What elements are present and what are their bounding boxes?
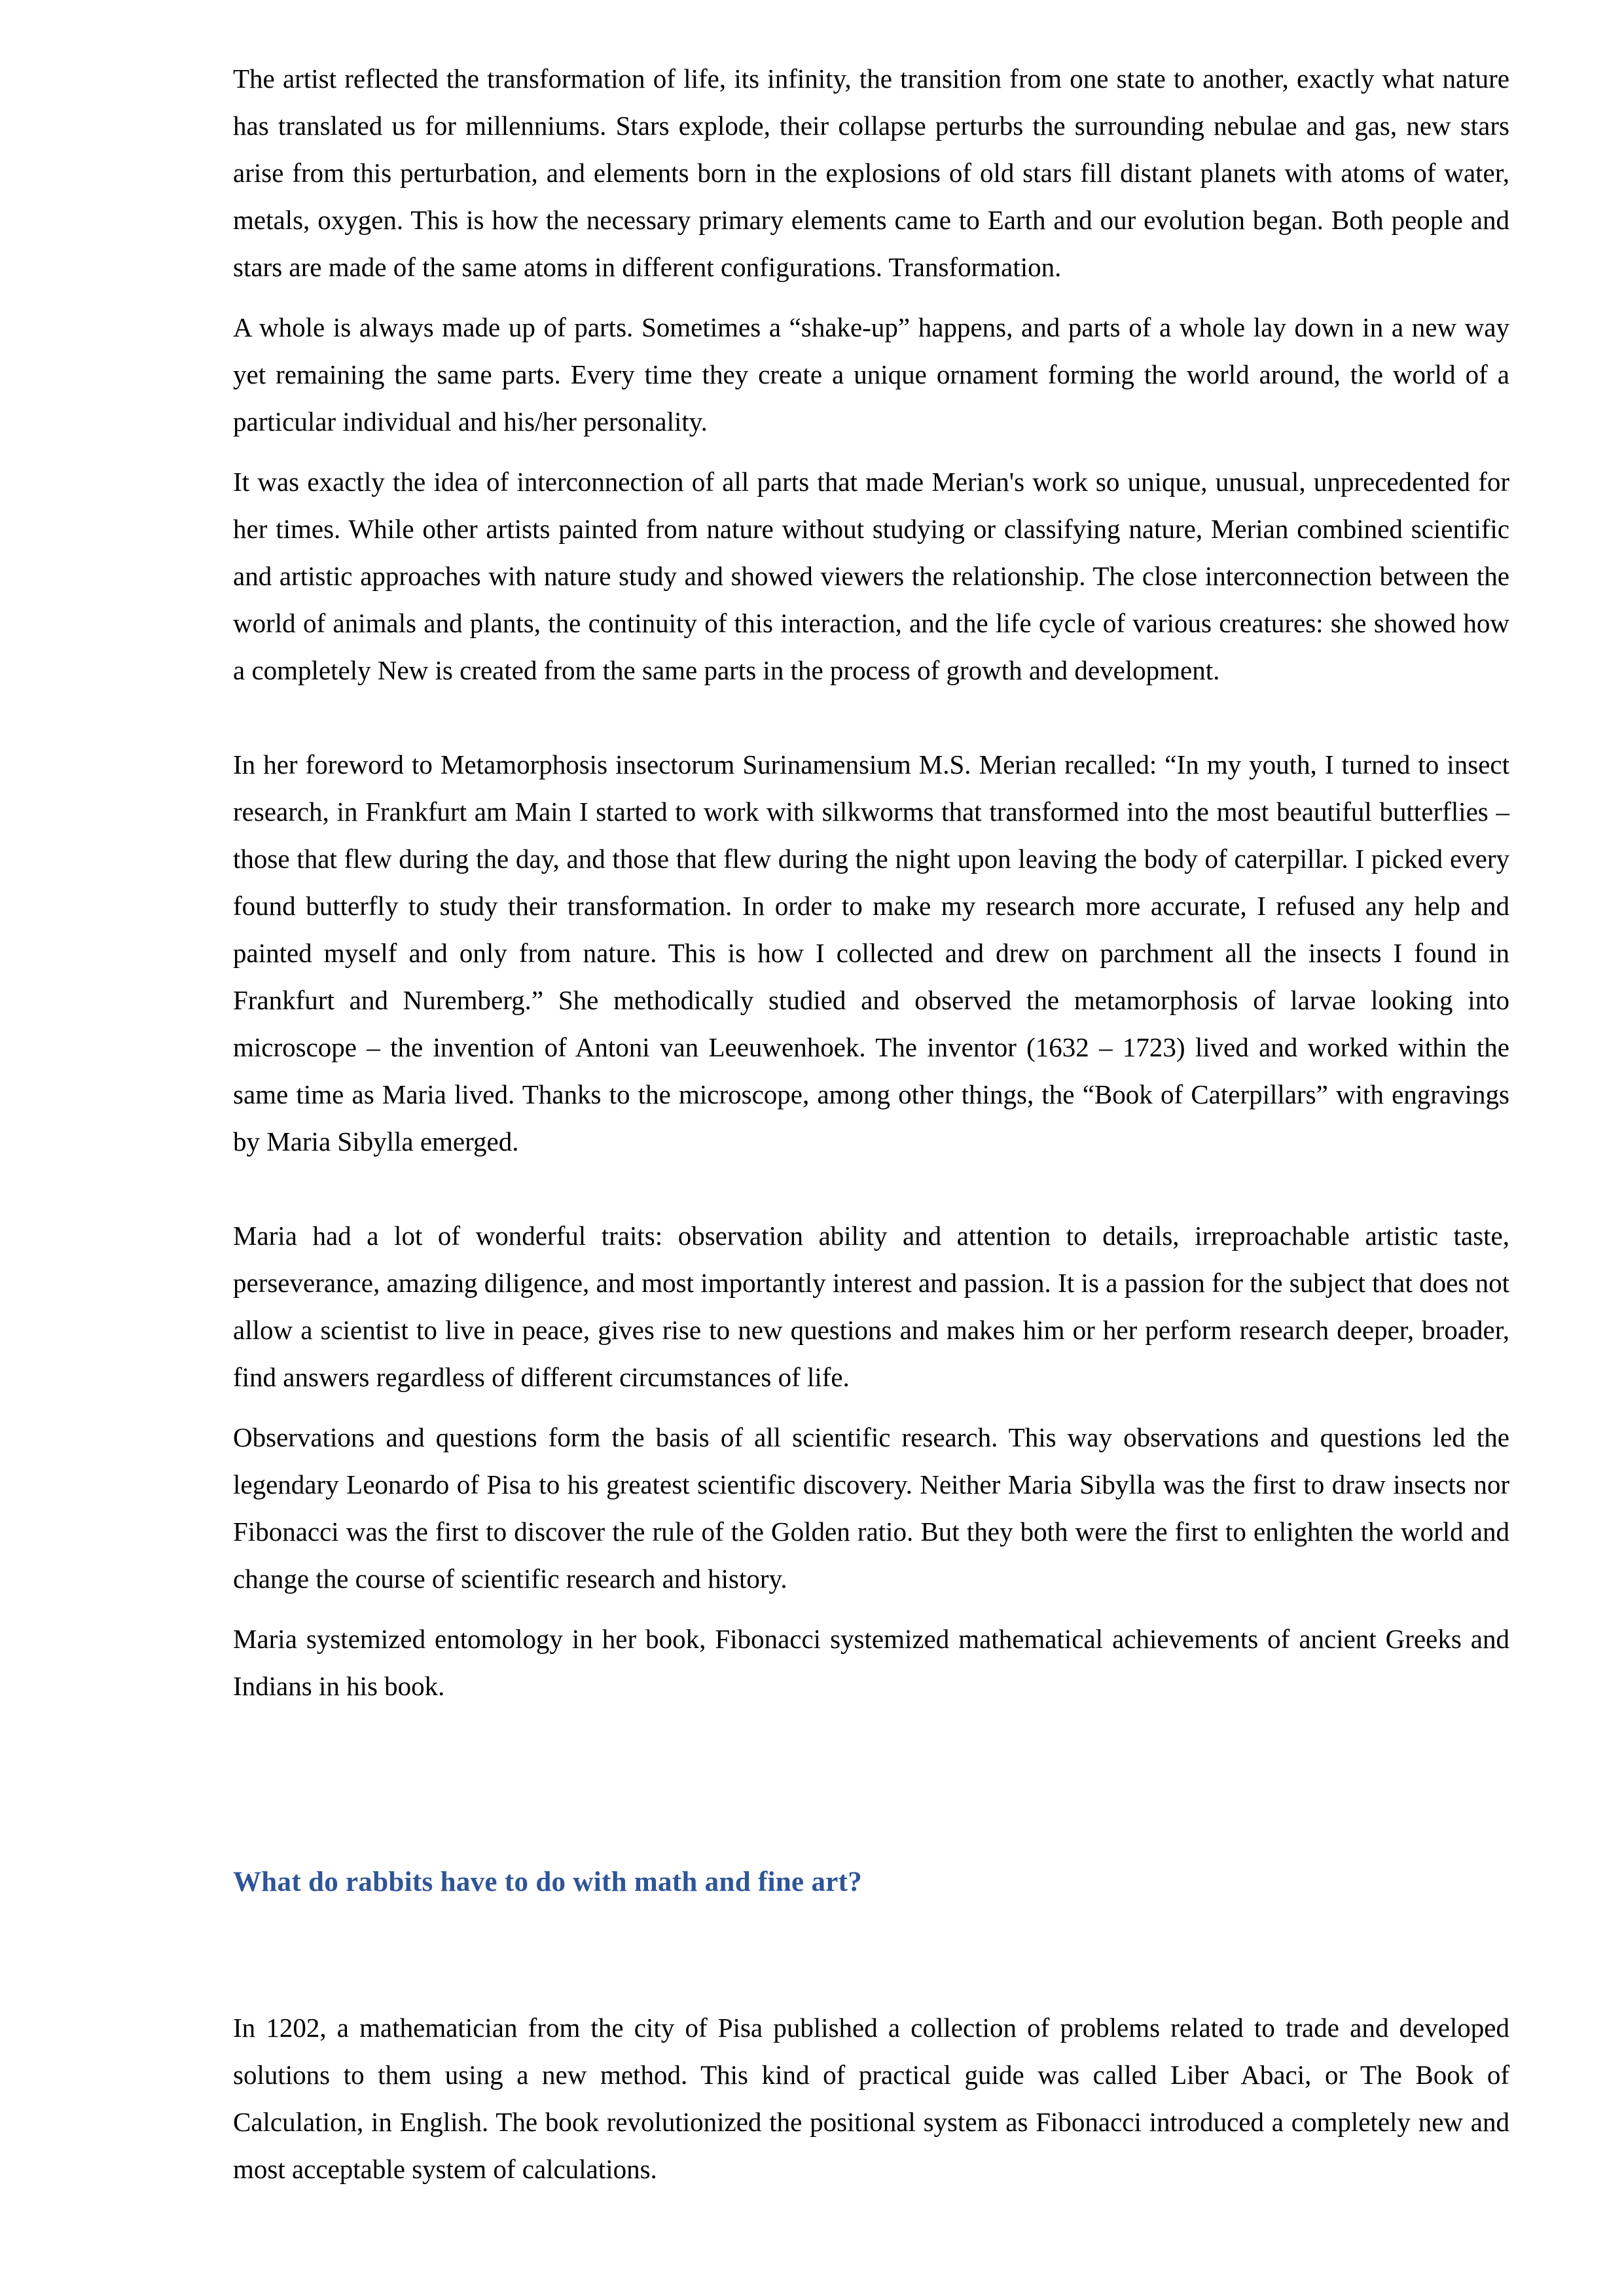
paragraph-whole-parts: A whole is always made up of parts. Sometimes a “shake-up” happens, and parts of a whole lay down in a new way yet remaining the same parts. Every time they create a unique ornament forming the world around, the world of a particular individual and his/her personality. [233, 312, 1509, 437]
section-heading-rabbits-math-art: What do rabbits have to do with math and fine art? [233, 1867, 863, 1897]
paragraph-maria-traits: Maria had a lot of wonderful traits: observation ability and attention to details, irreproachable artistic taste, perseverance, amazing diligence, and most importantly interest and passion. It is a passion for the subject that does not allow a scientist to live in peace, gives rise to new questions and makes him or her perform research deeper, broader, find answers regardless of different circumstances of life. [233, 1221, 1509, 1392]
paragraph-artist-transformation: The artist reflected the transformation of life, its infinity, the transition from one state to another, exactly what nature has translated us for millenniums. Stars explode, their collapse perturbs the surrounding nebulae and gas, new stars arise from this perturbation, and elements born in the explosions of old stars fill distant planets with atoms of water, metals, oxygen. This is how the necessary primary elements came to Earth and our evolution began. Both people and stars are made of the same atoms in different configurations. Transformation. [233, 63, 1509, 282]
paragraph-liber-abaci: In 1202, a mathematician from the city of Pisa published a collection of problems related to trade and developed solutions to them using a new method. This kind of practical guide was called Liber Abaci, or The Book of Calculation, in English. The book revolutionized the positional system as Fibonacci introduced a completely new and most acceptable system of calculations. [233, 2013, 1509, 2184]
document-text-column [233, 55, 1509, 2193]
paragraph-merian-interconnection: It was exactly the idea of interconnection of all parts that made Merian's work so unique, unusual, unprecedented for her times. While other artists painted from nature without studying or classifying nature, Merian combined scientific and artistic approaches with nature study and showed viewers the relationship. The close interconnection between the world of animals and plants, the continuity of this interaction, and the life cycle of various creatures: she showed how a completely New is created from the same parts in the process of growth and development. [233, 467, 1509, 685]
paragraph-merian-foreword-quote: In her foreword to Metamorphosis insectorum Surinamensium M.S. Merian recalled: “In my youth, I turned to insect research, in Frankfurt am Main I started to work with silkworms that transformed into the most beautiful butterflies – those that flew during the day, and those that flew during the night upon leaving the body of caterpillar. I picked every found butterfly to study their transformation. In order to make my research more accurate, I refused any help and painted myself and only from nature. This is how I collected and drew on parchment all the insects I found in Frankfurt and Nuremberg.” She methodically studied and observed the metamorphosis of larvae looking into microscope – the invention of Antoni van Leeuwenhoek. The inventor (1632 – 1723) lived and worked within the same time as Maria lived. Thanks to the microscope, among other things, the “Book of Caterpillars” with engravings by Maria Sibylla emerged. [233, 749, 1509, 1157]
paragraph-maria-fibonacci-books: Maria systemized entomology in her book, Fibonacci systemized mathematical achievements of ancient Greeks and Indians in his book. [233, 1624, 1509, 1701]
paragraph-observations-questions: Observations and questions form the basis of all scientific research. This way observations and questions led the legendary Leonardo of Pisa to his greatest scientific discovery. Neither Maria Sibylla was the first to draw insects nor Fibonacci was the first to discover the rule of the Golden ratio. But they both were the first to enlighten the world and change the course of scientific research and history. [233, 1422, 1509, 1594]
